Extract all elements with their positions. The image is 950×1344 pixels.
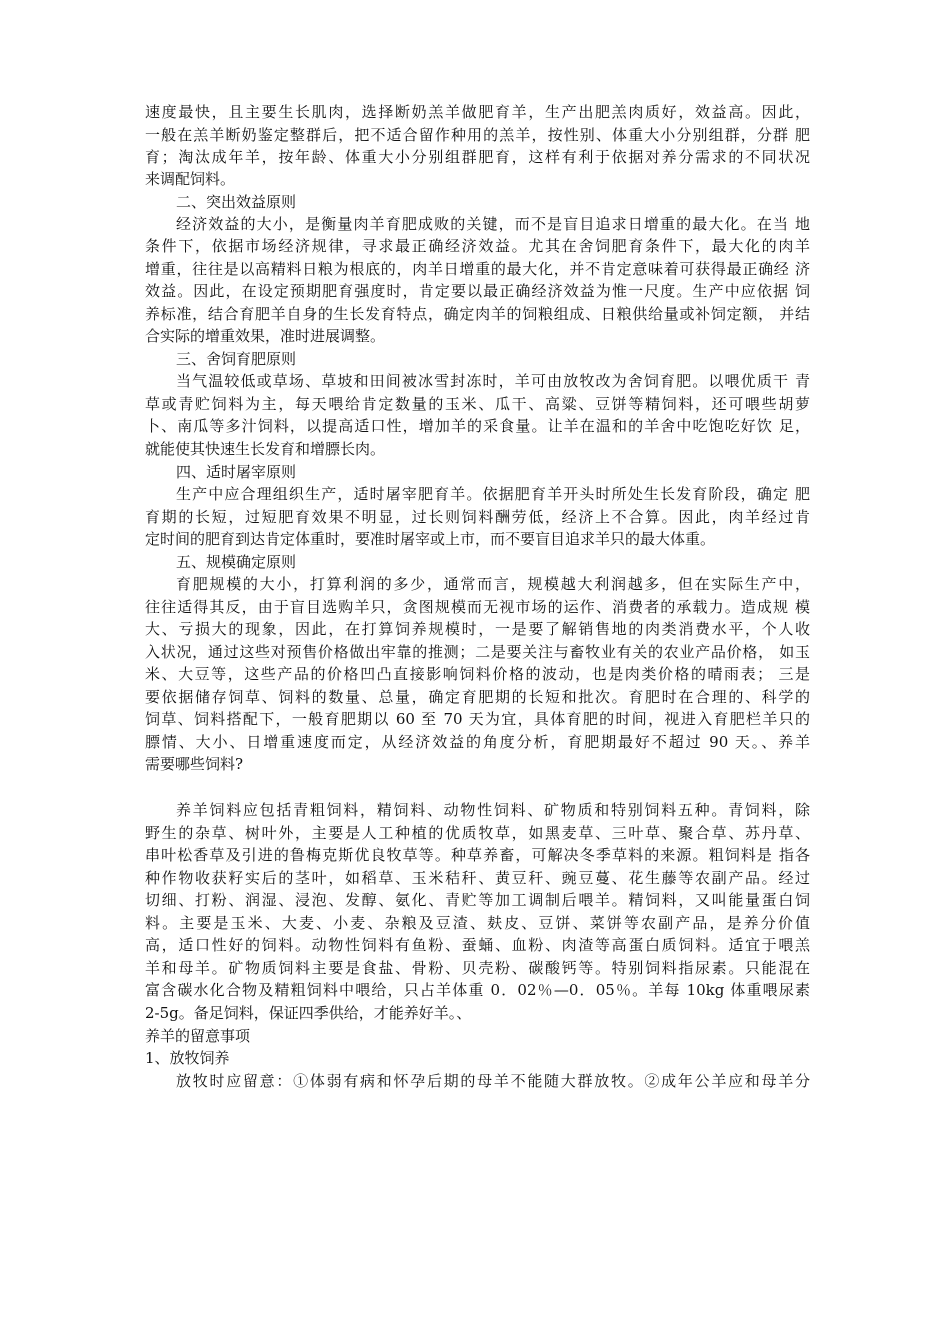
text-line: 养羊的留意事项: [145, 1027, 251, 1045]
text-line: 合实际的增重效果，准时进展调整。: [145, 327, 386, 345]
text-line: 五、规模确定原则: [176, 553, 297, 571]
text-line: 四、适时屠宰原则: [176, 463, 297, 481]
text-line: 羊和母羊。矿物质饲料主要是食盐、骨粉、贝壳粉、碳酸钙等。特别饲料指尿素。只能混在: [145, 959, 810, 977]
text-line: 串叶松香草及引进的鲁梅克斯优良牧草等。种草养畜，可解决冬季草料的来源。粗饲料是 指各: [145, 846, 810, 864]
text-line: 一般在羔羊断奶鉴定整群后，把不适合留作种用的羔羊，按性别、体重大小分别组群，分群 肥: [145, 126, 810, 144]
text-line: 来调配饲料。: [145, 170, 236, 188]
text-line: 放牧时应留意：①体弱有病和怀孕后期的母羊不能随大群放牧。②成年公羊应和母羊分: [176, 1072, 810, 1090]
text-line: 三、舍饲育肥原则: [176, 350, 297, 368]
text-line: 饲草、饲料搭配下，一般育肥期以 60 至 70 天为宜，具体育肥的时间，视进入育肥栏羊只的: [145, 710, 810, 728]
text-line: 效益。因此，在设定预期肥育强度时，肯定要以最正确经济效益为惟一尺度。生产中应依据 饲: [145, 282, 810, 300]
text-line: 入状况，通过这些对预售价格做出牢靠的推测；二是要关注与畜牧业有关的农业产品价格， 如玉: [145, 643, 810, 661]
text-line: 增重，往往是以高精料日粮为根底的，肉羊日增重的最大化，并不肯定意味着可获得最正确经 济: [145, 260, 810, 278]
text-line: 2-5g。备足饲料，保证四季供给，才能养好羊。、: [145, 1004, 472, 1022]
text-line: 育；淘汰成年羊，按年龄、体重大小分别组群肥育，这样有利于依据对养分需求的不同状况: [145, 148, 810, 166]
text-line: 养标准，结合育肥羊自身的生长发育特点，确定肉羊的饲粮组成、日粮供给量或补饲定额， 并结: [145, 305, 810, 323]
text-line: 1、放牧饲养: [145, 1049, 230, 1067]
text-line: 高，适口性好的饲料。动物性饲料有鱼粉、蚕蛹、血粉、肉渣等高蛋白质饲料。适宜于喂羔: [145, 936, 810, 954]
text-line: 米、大豆等，这些产品的价格凹凸直接影响饲料价格的波动，也是肉类价格的晴雨表； 三是: [145, 665, 810, 683]
text-line: 速度最快，且主要生长肌肉，选择断奶羔羊做肥育羊，生产出肥羔肉质好，效益高。因此，: [145, 103, 810, 121]
text-line: 生产中应合理组织生产，适时屠宰肥育羊。依据肥育羊开头时所处生长发育阶段，确定 肥: [176, 485, 810, 503]
text-line: 料。主要是玉米、大麦、小麦、杂粮及豆渣、麸皮、豆饼、菜饼等农副产品，是养分价值: [145, 914, 810, 932]
text-line: 大、亏损大的现象，因此，在打算饲养规模时，一是要了解销售地的肉类消费水平，个人收: [145, 620, 810, 638]
text-line: 野生的杂草、树叶外，主要是人工种植的优质牧草，如黑麦草、三叶草、聚合草、苏丹草、: [145, 824, 810, 842]
text-line: 富含碳水化合物及精粗饲料中喂给，只占羊体重 0．02％—0．05％。羊每 10kg 体重喂尿素: [145, 981, 810, 999]
text-line: 养羊饲料应包括青粗饲料，精饲料、动物性饲料、矿物质和特别饲料五种。青饲料，除: [176, 801, 810, 819]
text-line: 切细、打粉、润湿、浸泡、发醇、氨化、青贮等加工调制后喂羊。精饲料，又叫能量蛋白饲: [145, 891, 810, 909]
text-line: 膘情、大小、日增重速度而定，从经济效益的角度分析，育肥期最好不超过 90 天。、养羊: [145, 733, 810, 751]
text-line: 当气温较低或草场、草坡和田间被冰雪封冻时，羊可由放牧改为舍饲育肥。以喂优质干 青: [176, 372, 810, 390]
text-line: 要依据储存饲草、饲料的数量、总量，确定育肥期的长短和批次。育肥时在合理的、科学的: [145, 688, 810, 706]
text-line: 育肥规模的大小，打算利润的多少，通常而言，规模越大利润越多，但在实际生产中，: [176, 575, 810, 593]
text-line: 种作物收获籽实后的茎叶，如稻草、玉米秸秆、黄豆秆、豌豆蔓、花生藤等农副产品。经过: [145, 869, 810, 887]
text-line: 草或青贮饲料为主，每天喂给肯定数量的玉米、瓜干、高粱、豆饼等精饲料，还可喂些胡萝: [145, 395, 810, 413]
text-line: 条件下，依据市场经济规律，寻求最正确经济效益。尤其在舍饲肥育条件下，最大化的肉羊: [145, 237, 810, 255]
text-line: 卜、南瓜等多汁饲料，以提高适口性，增加羊的采食量。让羊在温和的羊舍中吃饱吃好饮 足，: [145, 417, 810, 435]
text-line: 育期的长短，过短肥育效果不明显，过长则饲料酬劳低，经济上不合算。因此，肉羊经过肯: [145, 508, 810, 526]
text-line: 经济效益的大小，是衡量肉羊育肥成败的关键，而不是盲目追求日增重的最大化。在当 地: [176, 215, 810, 233]
text-line: 定时间的肥育到达肯定体重时，要准时屠宰或上市，而不要盲目追求羊只的最大体重。: [145, 530, 716, 548]
text-line: 就能使其快速生长发育和增膘长肉。: [145, 440, 386, 458]
text-line: 需要哪些饲料?: [145, 755, 244, 773]
text-line: 二、突出效益原则: [176, 193, 297, 211]
text-line: 往往适得其反，由于盲目选购羊只，贪图规模而无视市场的运作、消费者的承载力。造成规 模: [145, 598, 810, 616]
